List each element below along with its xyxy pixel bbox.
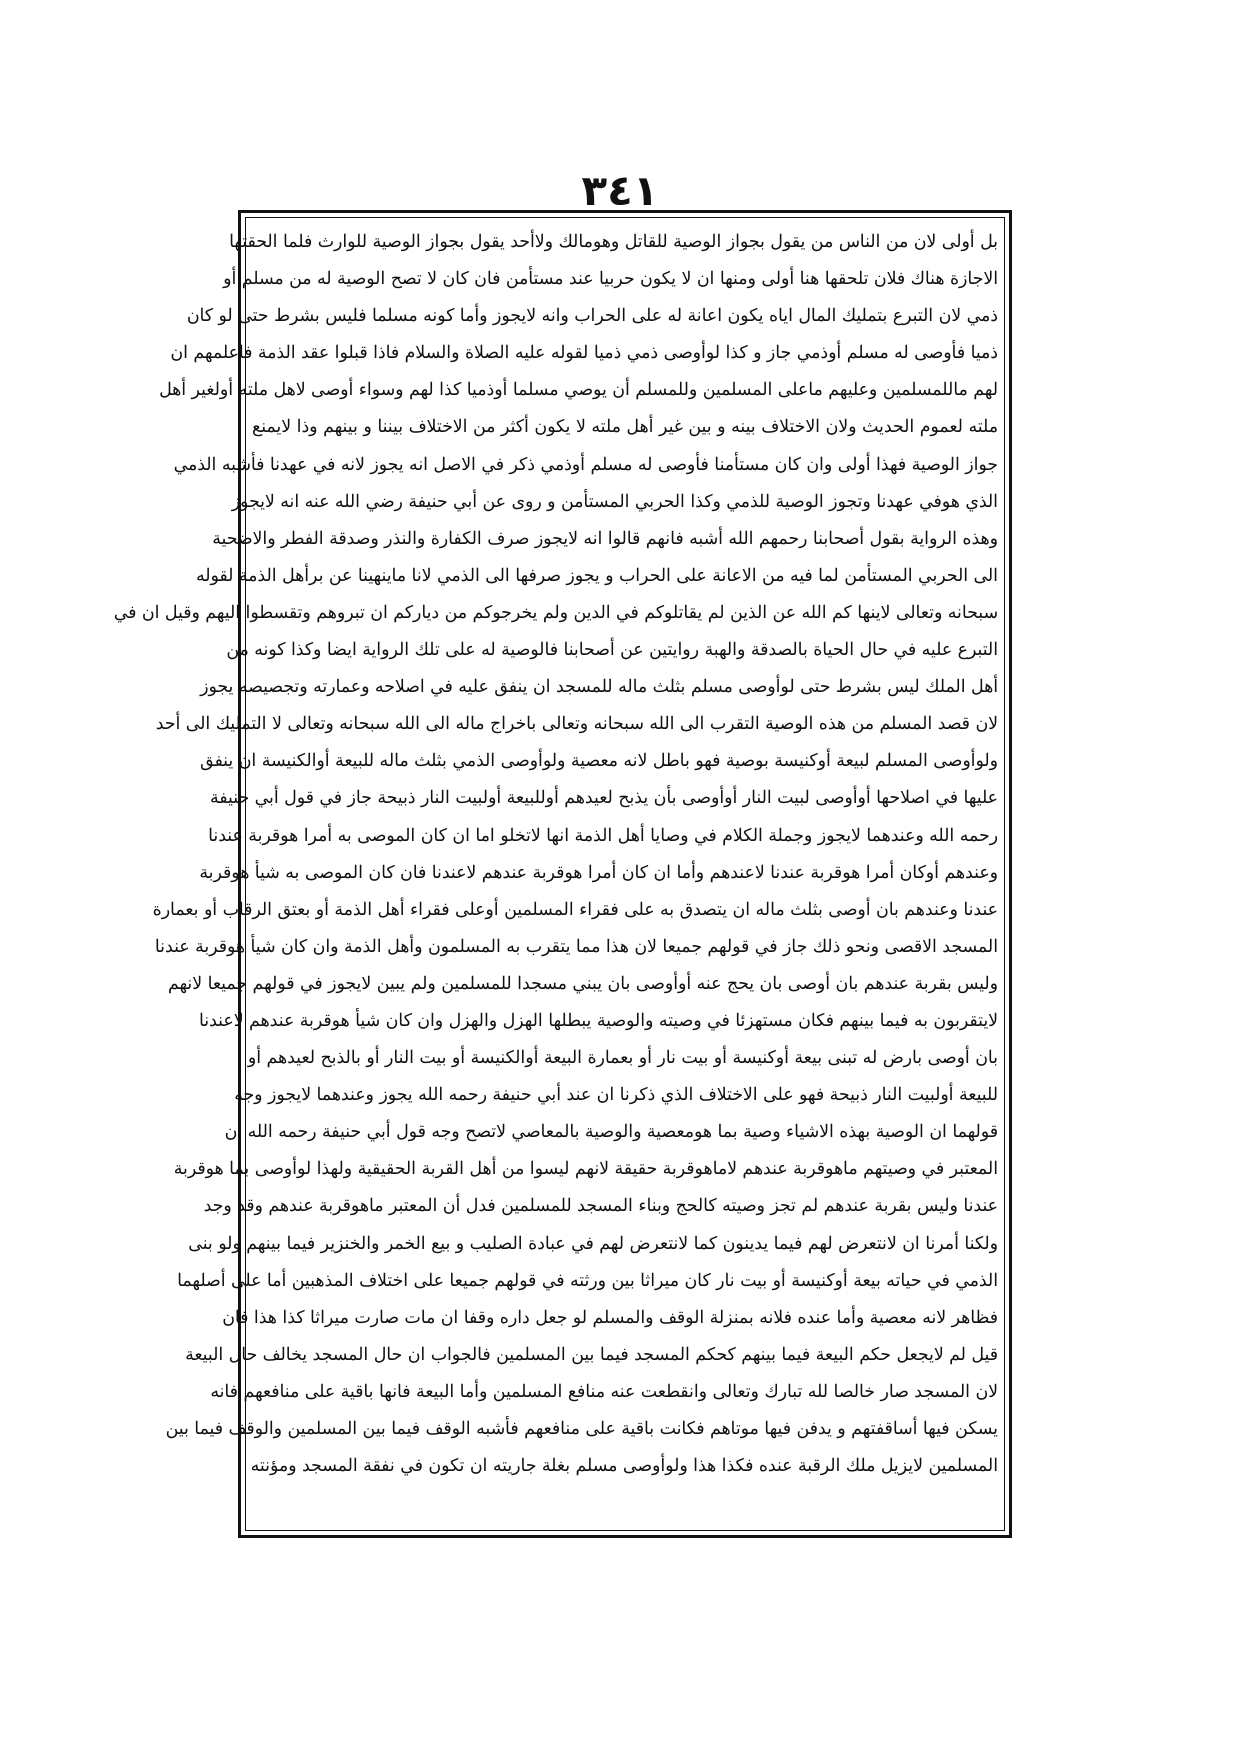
text-line: لهم ماللمسلمين وعليهم ماعلى المسلمين وللمسلم أن يوصي مسلما أوذميا كذا لهم وسواء أوصى لاهل ملته أولغير أهل [159,380,998,401]
text-line: لايتقربون به فيما بينهم فكان مستهزئا في وصيته والوصية يبطلها الهزل والهزل وان كان شيأ هوقربة عندهم لاعندنا [199,1010,998,1031]
text-line: بان أوصى بارض له تبنى بيعة أوكنيسة أو بيت نار أو بعمارة البيعة أوالكنيسة أو بيت النار أو بالذبح لعيدهم أو [247,1048,998,1069]
text-line: التبرع عليه في حال الحياة بالصدقة والهبة روايتين عن أصحابنا فالوصية له على تلك الرواية ايضا وكذا كونه من [226,640,998,661]
text-line: ذمي لان التبرع بتمليك المال اياه يكون اعانة له على الحراب وانه لايجوز وأما كونه مسلما فليس بشرط حتى لو كان [186,306,998,327]
text-line: عندنا وليس بقربة عندهم لم تجز وصيته كالحج وبناء المسجد للمسلمين فدل أن المعتبر ماهوقربة عندهم وقد وجد [203,1196,998,1217]
text-line: ملته لعموم الحديث ولان الاختلاف بينه و بين غير أهل ملته لا يكون أكثر من الاختلاف بيننا و بينهم وذا لايمنع [252,417,998,438]
text-line: يسكن فيها أساقفتهم و يدفن فيها موتاهم فكانت باقية على منافعهم فأشبه الوقف فيما بين المسلمين والوقف فيما بين [165,1419,998,1439]
text-line: جواز الوصية فهذا أولى وان كان مستأمنا فأوصى له مسلم أوذمي ذكر في الاصل انه يجوز لانه في عهدنا فأشبه الذمي [173,454,998,475]
text-line: الذي هوفي عهدنا وتجوز الوصية للذمي وكذا الحربي المستأمن و روى عن أبي حنيفة رضي الله عنه انه لايجوز [231,491,998,512]
text-line: المسجد الاقصى ونحو ذلك جاز في قولهم جميعا لان هذا مما يتقرب به المسلمون وأهل الذمة وان كان شيأ هوقربة عندنا [154,936,998,957]
text-line: قيل لم لايجعل حكم البيعة فيما بينهم كحكم المسجد فيما بين المسلمين فالجواب ان حال المسجد يخالف حال البيعة [185,1344,998,1365]
text-line: لان المسجد صار خالصا لله تبارك وتعالى وانقطعت عنه منافع المسلمين وأما البيعة فانها باقية على منافعهم فانه [210,1381,998,1402]
text-line: المعتبر في وصيتهم ماهوقربة عندهم لاماهوقربة حقيقة لانهم ليسوا من أهل القربة الحقيقية ولهذا لوأوصى بما هوقربة [173,1159,998,1180]
text-line: ولكنا أمرنا ان لانتعرض لهم فيما يدينون كما لانتعرض لهم في عبادة الصليب و بيع الخمر والخنزير فيما بينهم ولو بنى [188,1233,998,1254]
text-line: فظاهر لانه معصية وأما عنده فلانه بمنزلة الوقف والمسلم لو جعل داره وقفا ان مات صارت ميراثا كذا هذا فان [222,1307,998,1328]
body-text [113,224,998,1524]
text-line: وعندهم أوكان أمرا هوقربة عندنا لاعندهم وأما ان كان أمرا هوقربة عندهم لاعندنا فان كان الموصى به شيأ هوقربة [199,862,998,883]
text-line: قولهما ان الوصية بهذه الاشياء وصية بما هومعصية والوصية بالمعاصي لاتصح وجه قول أبي حنيفة رحمه الله ان [224,1122,998,1143]
text-line: ذميا فأوصى له مسلم أوذمي جاز و كذا لوأوصى ذمي ذميا لقوله عليه الصلاة والسلام فاذا قبلوا عقد الذمة فاعلمهم ان [170,343,998,364]
text-line: عندنا وعندهم بان أوصى بثلث ماله ان يتصدق به على فقراء المسلمين أوعلى فقراء أهل الذمة أو بعتق الرقاب أو بعمارة [152,899,998,920]
text-line: أهل الملك ليس بشرط حتى لوأوصى مسلم بثلث ماله للمسجد ان ينفق عليه في اصلاحه وعمارته وتجصيصه يجوز [200,677,998,698]
text-line: سبحانه وتعالى لاينها كم الله عن الذين لم يقاتلوكم في الدين ولم يخرجوكم من دياركم ان تبروهم وتقسطوا اليهم وقيل ان في [113,602,998,623]
text-line: وليس بقربة عندهم بان أوصى بان يحج عنه أوأوصى بان يبني مسجدا للمسلمين ولم يبين لايجوز في قولهم جميعا لانهم [167,973,998,994]
text-line: للبيعة أولبيت النار ذبيحة فهو على الاختلاف الذي ذكرنا ان عند أبي حنيفة رحمه الله يجوز وعندهما لايجوز وجه [234,1085,998,1106]
text-line: الى الحربي المستأمن لما فيه من الاعانة على الحراب و يجوز صرفها الى الذمي لانا ماينهينا عن برأهل الذمة لقوله [195,565,998,586]
text-line: الذمي في حياته بيعة أوكنيسة أو بيت نار كان ميراثا بين ورثته في قولهم جميعا على اختلاف المذهبين أما على أصلهما [177,1270,998,1291]
text-line: بل أولى لان من الناس من يقول بجواز الوصية للقاتل وهومالك ولاأحد يقول بجواز الوصية للوارث فلما الحقتها [229,232,998,252]
text-line: ولوأوصى المسلم لبيعة أوكنيسة بوصية فهو باطل لانه معصية ولوأوصى الذمي بثلث ماله للبيعة أوالكنيسة ان ينفق [200,751,998,772]
page-number: ٣٤١ [581,166,659,215]
text-line: المسلمين لايزيل ملك الرقبة عنده فكذا هذا ولوأوصى مسلم بغلة جاريته ان تكون في نفقة المسجد ومؤنته [250,1456,998,1477]
text-line: الاجازة هناك فلان تلحقها هنا أولى ومنها ان لا يكون حربيا عند مستأمن فان كان لا تصح الوصية له من مسلم أو [223,269,998,290]
text-line: رحمه الله وعندهما لايجوز وجملة الكلام في وصايا أهل الذمة انها لاتخلو اما ان كان الموصى به أمرا هوقربة عندنا [208,825,998,846]
text-line [252,1485,998,1522]
text-line: عليها في اصلاحها أوأوصى لبيت النار أوأوصى بأن يذبح لعيدهم أوللبيعة أولبيت النار ذبيحة جاز في قول أبي حنيفة [210,788,998,809]
text-line: وهذه الرواية بقول أصحابنا رحمهم الله أشبه فانهم قالوا انه لايجوز صرف الكفارة والنذر وصدقة الفطر والاضحية [212,528,998,549]
text-line: لان قصد المسلم من هذه الوصية التقرب الى الله سبحانه وتعالى باخراج ماله الى الله سبحانه وتعالى لا التمليك الى أحد [155,714,998,735]
